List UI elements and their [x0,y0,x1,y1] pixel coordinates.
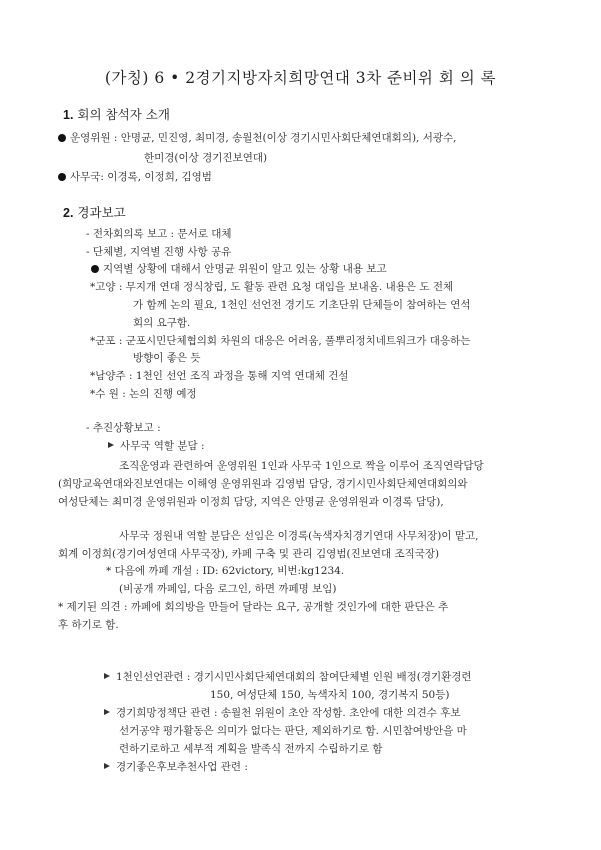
bullet-dot-icon [58,173,66,181]
cafe-info: * 다음에 까페 개설 : ID: 62victory, 비번:kg1234. [106,565,345,577]
opinion-line: * 제기된 의견 : 까페에 회의방을 만들어 달라는 요구, 공개할 것인가에 대한 판단은 추 [58,601,449,613]
progress-report: - 추진상황보고 : [86,422,161,434]
committee-line-2: 한미경(이상 경기진보연대) [144,152,268,164]
report-item: *남양주 : 1천인 선언 조직 과정을 통해 지역 연대체 건설 [90,370,349,382]
arrow-bullet-icon [104,763,110,769]
report-item: - 단체별, 지역별 진행 사항 공유 [86,246,232,258]
paragraph-line: 회계 이정희(경기여성연대 사무국장), 카페 구축 및 관리 김영범(진보연대 조직국장) [58,548,440,560]
list-item-continued: 150, 여성단체 150, 녹색자치 100, 경기복지 50등) [210,689,450,701]
section-2-number: 2. [63,206,74,220]
role-header: 사무국 역할 분담 : [108,439,205,453]
office-line: 사무국: 이경록, 이정희, 김영범 [58,170,212,184]
report-item: *고양 : 무지개 연대 정식창립, 도 활동 관련 요청 대임을 보내옴. 내용은 도 전체 [90,281,454,293]
list-item: 경기희망정책단 관련 : 송월천 위원이 초안 작성함. 초안에 대한 의견수 후보 [104,706,461,720]
section-2-heading [63,206,126,220]
section-1-title: 회의 참석자 소개 [77,107,170,122]
section-1-number: 1. [63,108,74,122]
report-item: 방향이 좋은 듯 [133,352,201,364]
report-item: *수 원 : 논의 진행 예정 [90,388,197,400]
list-item-continued: 선거공약 평가활동은 의미가 없다는 판단, 제외하기로 함. 시민참여방안을 마 [119,725,467,737]
paragraph-line: (희망교육연대와진보연대는 이해영 운영위원과 김영범 담당, 경기시민사회단체연대회의와 [58,478,468,490]
report-item: *군포 : 군포시민단체협의회 차원의 대응은 어려움, 풀뿌리정치네트워크가 대응하는 [90,335,471,347]
paragraph-line: 여성단체는 최미경 운영위원과 이정희 담당, 지역은 안명균 운영위원과 이경록 담당), [58,496,444,508]
opinion-line: 후 하기로 함. [58,619,119,631]
section-1-heading [63,108,170,122]
paragraph-line: 조직운영과 관련하여 운영위원 1인과 사무국 1인으로 짝을 이루어 조직연락담당 [119,460,484,472]
report-item: - 전차회의록 보고 : 문서로 대체 [86,228,232,240]
bullet-dot-icon [58,134,66,142]
paragraph-line: 사무국 정원내 역할 분담은 선임은 이경록(녹색자치경기연대 사무처장)이 맡고, [119,530,479,542]
page-title: (가칭) 6 • 2경기지방자치희망연대 3차 준비위 회 의 록 [104,69,497,87]
arrow-bullet-icon [104,709,110,715]
section-2-title: 경과보고 [77,205,126,220]
arrow-bullet-icon [108,442,114,448]
committee-line-1: 운영위원 : 안명균, 민진영, 최미경, 송월천(이상 경기시민사회단체연대회의), 서광수, [58,131,457,145]
list-item-continued: 련하기로하고 세부적 계획을 발족식 전까지 수립하기로 함 [119,743,383,755]
bullet-dot-icon [91,265,99,273]
arrow-bullet-icon [104,673,110,679]
cafe-note: (비공개 까페임, 다음 로그인, 하면 까페명 보임) [119,583,337,595]
report-item: 가 함께 논의 필요, 1천인 선언전 경기도 기초단위 단체들이 참여하는 연석 [133,299,471,311]
list-item: 경기좋은후보추천사업 관련 : [104,760,248,774]
list-item: 1천인선언관련 : 경기시민사회단체연대회의 참여단체별 인원 배정(경기환경련 [104,670,472,684]
report-item: 지역별 상황에 대해서 안명균 위원이 알고 있는 상황 내용 보고 [91,262,387,276]
report-item: 회의 요구함. [133,317,191,329]
